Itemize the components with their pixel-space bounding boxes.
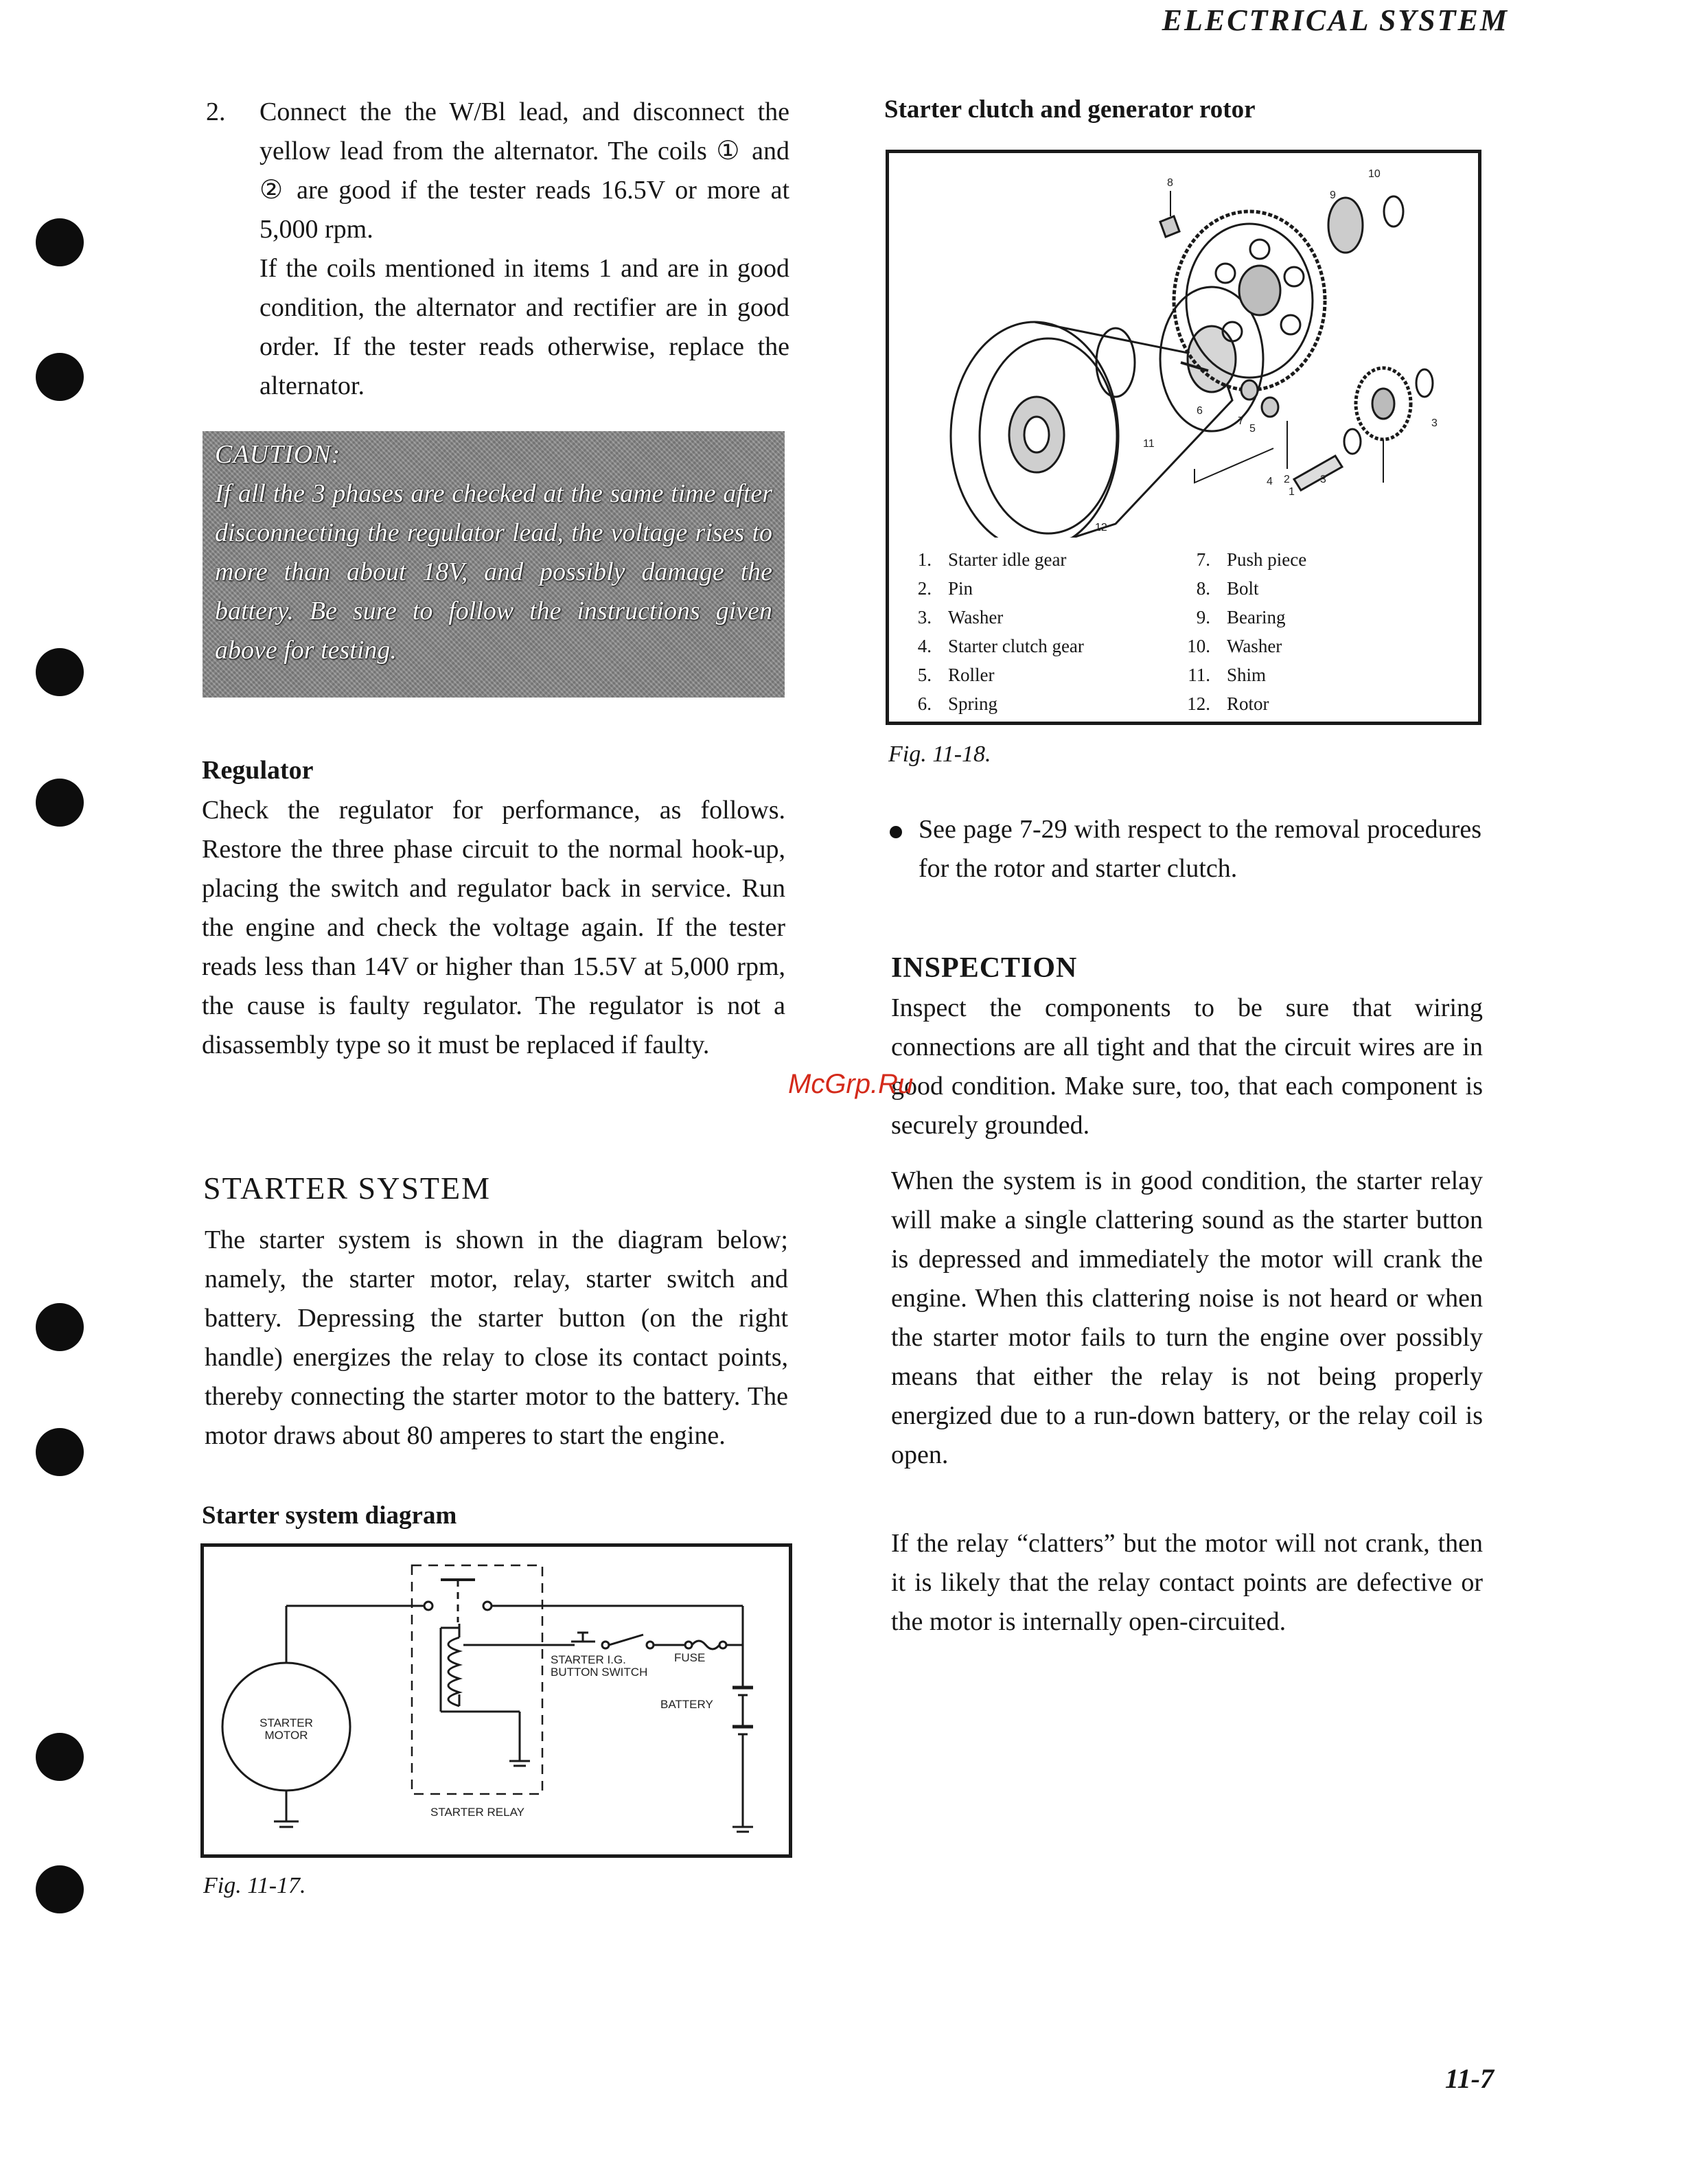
callout-2: 2: [1284, 474, 1290, 485]
legend-row: 1. Starter idle gear 7. Push piece: [917, 549, 1307, 570]
callout-6: 6: [1197, 405, 1203, 417]
inspection-paragraph-3: If the relay “clatters” but the motor will not crank, then it is likely that the relay contact points are defective or the motor is internally open-circuited.: [891, 1529, 1483, 1636]
label-motor-line2: MOTOR: [264, 1729, 308, 1742]
rotor-exploded-view: [886, 150, 1481, 725]
legend-row: 5. Roller 11. Shim: [917, 665, 1267, 685]
label-battery: BATTERY: [660, 1698, 713, 1711]
callout-11: 11: [1143, 438, 1155, 450]
caution-title: CAUTION:: [215, 440, 341, 469]
legend-row: 4. Starter clutch gear 10. Washer: [917, 636, 1282, 656]
callout-12: 12: [1095, 522, 1107, 533]
label-switch-line1: STARTER I.G.: [551, 1653, 626, 1666]
step-number: 2.: [206, 97, 226, 126]
binder-hole: [36, 779, 84, 827]
callout-3b: 3: [1431, 417, 1438, 429]
bullet-icon: [890, 826, 902, 838]
step-text: Connect the the W/Bl lead, and disconnect the yellow lead from the alternator. The coils ① and ② are good if the tester reads 16.5V or more at 5,000 rpm.: [259, 97, 789, 244]
step-2: [206, 93, 789, 406]
diagram-heading: Starter system diagram: [202, 1501, 457, 1530]
binder-hole: [36, 1865, 84, 1913]
wiring-diagram: [204, 1547, 789, 1854]
binder-hole: [36, 218, 84, 266]
binder-hole: [36, 1428, 84, 1476]
binder-hole: [36, 1303, 84, 1351]
bullet-text: See page 7-29 with respect to the removal procedures for the rotor and starter clutch.: [919, 815, 1481, 883]
step-text-continued: If the coils mentioned in items 1 and are in good condition, the alternator and rectifier are in good order. If the tester reads otherwise, replace the alternator.: [259, 254, 789, 400]
label-fuse: FUSE: [674, 1651, 706, 1664]
label-motor-line1: STARTER: [259, 1716, 313, 1729]
callout-4: 4: [1267, 476, 1273, 487]
inspection-paragraph-2: When the system is in good condition, the starter relay will make a single clattering sound as the starter button is depressed and immediately the motor will crank the engine. When this clattering noise is not heard or when the starter motor fails to turn the engine over possibly means that either the relay is not being properly energized due to a run-down battery, or the relay coil is open.: [891, 1166, 1483, 1469]
rotor-heading: Starter clutch and generator rotor: [884, 95, 1256, 124]
legend-row: 2. Pin 8. Bolt: [917, 578, 1259, 599]
callout-10: 10: [1368, 168, 1381, 180]
exploded-illustration: [889, 153, 1478, 538]
page-number: 11-7: [1444, 2063, 1494, 2094]
binder-hole: [36, 353, 84, 401]
parts-legend: [903, 544, 1315, 719]
callout-8: 8: [1167, 177, 1173, 189]
figure-caption-11-17: Fig. 11-17.: [203, 1873, 306, 1898]
inspection-paragraph-1: Inspect the components to be sure that wiring connections are all tight and that the circuit wires are in good condition. Make sure, too, that each component is securely grounded.: [891, 993, 1483, 1140]
label-relay: STARTER RELAY: [430, 1806, 524, 1819]
starter-system-text: The starter system is shown in the diagram below; namely, the starter motor, relay, starter switch and battery. Depressing the starter button (on the right handle) energizes the relay to close its contact points, thereby connecting the starter motor to the battery. The motor draws about 80 amperes to start the engine.: [205, 1225, 788, 1450]
legend-row: 3. Washer 9. Bearing: [917, 607, 1286, 628]
callout-3: 3: [1320, 474, 1326, 485]
caution-box: [203, 431, 785, 698]
binder-hole: [36, 648, 84, 696]
callout-1: 1: [1289, 486, 1295, 498]
section-title-starter-system: STARTER SYSTEM: [203, 1171, 491, 1206]
section-title-inspection: INSPECTION: [891, 952, 1078, 984]
binder-hole: [36, 1733, 84, 1781]
watermark: McGrp.Ru: [788, 1069, 914, 1099]
starter-system-diagram: [200, 1543, 792, 1858]
callout-5: 5: [1249, 423, 1256, 435]
callout-9: 9: [1330, 189, 1336, 201]
label-switch-line2: BUTTON SWITCH: [551, 1666, 648, 1679]
figure-caption-11-18: Fig. 11-18.: [888, 741, 991, 767]
regulator-text: Check the regulator for performance, as follows. Restore the three phase circuit to the normal hook-up, placing the switch and regulator back in service. Run the engine and check the voltage again. If the tester reads less than 14V or higher than 15.5V at 5,000 rpm, the cause is faulty regulator. The regulator is not a disassembly type so it must be replaced if faulty.: [202, 796, 785, 1059]
regulator-heading: Regulator: [202, 756, 314, 785]
callout-7: 7: [1238, 415, 1244, 427]
running-header: ELECTRICAL SYSTEM: [1162, 3, 1509, 37]
caution-text: If all the 3 phases are checked at the same time after disconnecting the regulator lead, the voltage rises to more than about 18V, and possibly damage the battery. Be sure to follow the instructions given above for testing.: [215, 479, 772, 665]
legend-row: 6. Spring 12. Rotor: [917, 693, 1269, 714]
